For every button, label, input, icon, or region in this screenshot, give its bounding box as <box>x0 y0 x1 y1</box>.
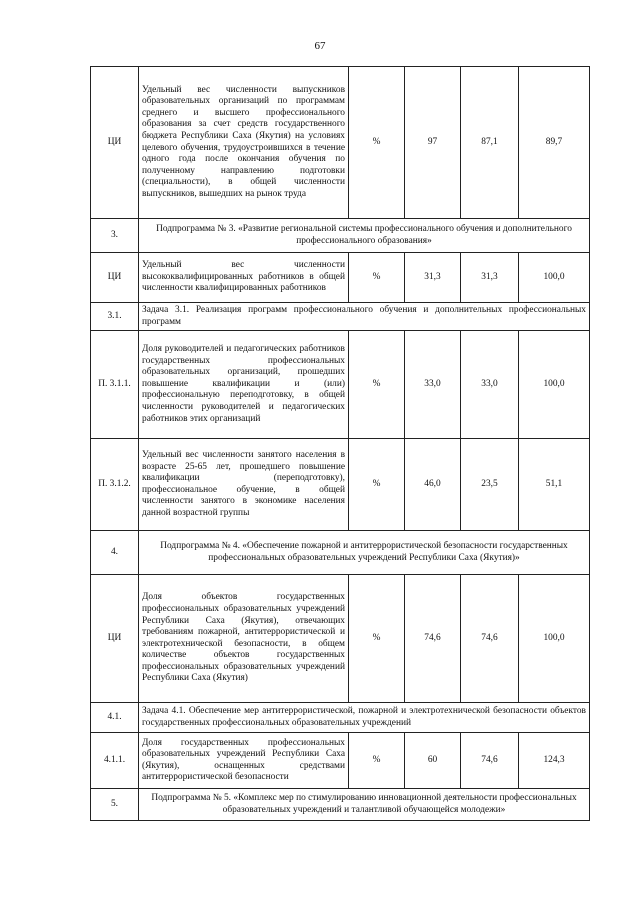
indicator-name: Удельный вес численности высококвалифицированных работников в общей численности квалифицированных работников <box>139 253 349 303</box>
page-number: 67 <box>314 40 326 52</box>
indicator-name: Доля объектов государственных профессиональных образовательных учреждений Республики Саха (Якутия), отвечающих требованиям пожарной, антитеррористической и электротехнической безопасности, в общем количестве объектов государственных профессиональных образовательных учреждений Республики Саха (Якутия) <box>139 575 349 703</box>
percent-value: 51,1 <box>519 439 590 531</box>
fact-value: 87,1 <box>461 67 519 219</box>
indicator-name: Доля руководителей и педагогических работников государственных профессиональных образовательных организаций, прошедших повышение квалификации и (или) профессиональную переподготовку, в общей численности руководителей и педагогических работников этих организаций <box>139 331 349 439</box>
table-row <box>91 303 590 331</box>
row-number: 3.1. <box>91 303 139 331</box>
plan-value: 33,0 <box>405 331 461 439</box>
task-title: Задача 4.1. Обеспечение мер антитеррористической, пожарной и электротехнической безопасности объектов государственных профессиональных образовательных учреждений <box>139 703 590 733</box>
fact-value: 33,0 <box>461 331 519 439</box>
row-number: П. 3.1.1. <box>91 331 139 439</box>
row-number: ЦИ <box>91 575 139 703</box>
plan-value: 46,0 <box>405 439 461 531</box>
table-row <box>91 439 590 531</box>
percent-value: 100,0 <box>519 331 590 439</box>
percent-value: 100,0 <box>519 575 590 703</box>
percent-value: 89,7 <box>519 67 590 219</box>
table-row <box>91 331 590 439</box>
fact-value: 31,3 <box>461 253 519 303</box>
row-number: 5. <box>91 789 139 821</box>
indicator-name: Удельный вес численности занятого населения в возрасте 25-65 лет, прошедшего повышение квалификации (переподготовку), профессиональное обучение, в общей численности занятого в экономике населения данной возрастной группы <box>139 439 349 531</box>
indicator-name: Доля государственных профессиональных образовательных учреждений Республики Саха (Якутия), оснащенных средствами антитеррористической безопасности <box>139 733 349 789</box>
row-number: ЦИ <box>91 67 139 219</box>
table-row <box>91 253 590 303</box>
plan-value: 97 <box>405 67 461 219</box>
table-row <box>91 733 590 789</box>
row-number: 4.1.1. <box>91 733 139 789</box>
table-row <box>91 531 590 575</box>
row-number: ЦИ <box>91 253 139 303</box>
table-row <box>91 67 590 219</box>
table-row <box>91 789 590 821</box>
row-number: 3. <box>91 219 139 253</box>
percent-value: 100,0 <box>519 253 590 303</box>
fact-value: 74,6 <box>461 575 519 703</box>
row-number: 4. <box>91 531 139 575</box>
table-row <box>91 575 590 703</box>
unit-cell: % <box>349 253 405 303</box>
fact-value: 74,6 <box>461 733 519 789</box>
unit-cell: % <box>349 575 405 703</box>
subprogram-title: Подпрограмма № 5. «Комплекс мер по стимулированию инновационной деятельности профессиональных образовательных учреждений и талантливой обучающейся молодежи» <box>139 789 590 821</box>
unit-cell: % <box>349 67 405 219</box>
table-row <box>91 703 590 733</box>
row-number: П. 3.1.2. <box>91 439 139 531</box>
plan-value: 74,6 <box>405 575 461 703</box>
unit-cell: % <box>349 331 405 439</box>
indicator-name: Удельный вес численности выпускников образовательных организаций по программам среднего и высшего профессионального образования за счет средств государственного бюджета Республики Саха (Якутия) на условиях целевого обучения, трудоустроившихся в течение одного года после окончания обучения по полученному направлению подготовки (специальности), в общей численности выпускников, вышедших на рынок труда <box>139 67 349 219</box>
table-row <box>91 219 590 253</box>
fact-value: 23,5 <box>461 439 519 531</box>
subprogram-title: Подпрограмма № 3. «Развитие региональной системы профессионального обучения и дополнительного профессионального образования» <box>139 219 590 253</box>
plan-value: 60 <box>405 733 461 789</box>
unit-cell: % <box>349 439 405 531</box>
row-number: 4.1. <box>91 703 139 733</box>
task-title: Задача 3.1. Реализация программ профессионального обучения и дополнительных профессиональных программ <box>139 303 590 331</box>
indicators-table <box>90 66 590 821</box>
subprogram-title: Подпрограмма № 4. «Обеспечение пожарной и антитеррористической безопасности государственных профессиональных образовательных учреждений Республики Саха (Якутия)» <box>139 531 590 575</box>
plan-value: 31,3 <box>405 253 461 303</box>
percent-value: 124,3 <box>519 733 590 789</box>
unit-cell: % <box>349 733 405 789</box>
